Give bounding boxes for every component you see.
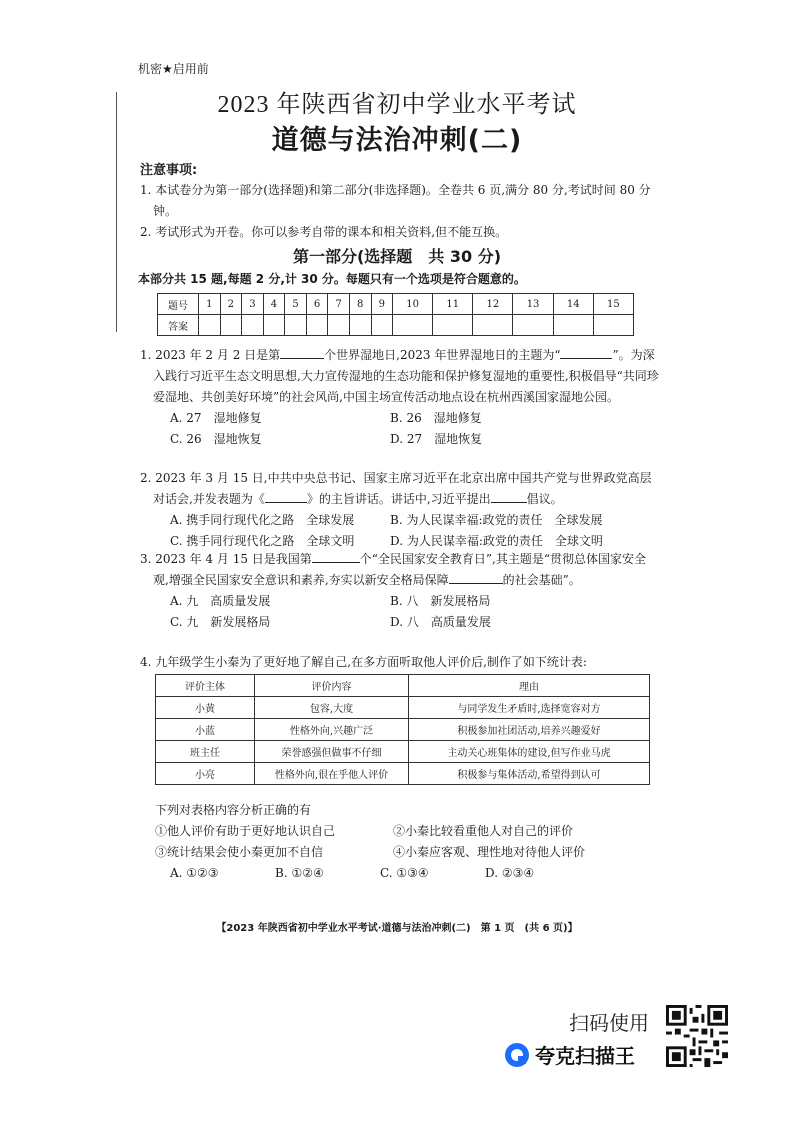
table-row <box>156 719 650 741</box>
option-d[interactable]: D. ②③④ <box>485 866 535 880</box>
question-2-stem: 2. 2023 年 3 月 15 日,中共中央总书记、国家主席习近平在北京出席中国共产党与世界政党高层对话会,并发表题为《 》的主旨讲话。讲话中,习近平提出 倡议。 <box>140 471 652 506</box>
statement-item: ③统计结果会使小秦更加不自信 <box>155 845 324 859</box>
answer-number: 5 <box>285 294 307 315</box>
question-1 <box>140 345 660 450</box>
table-cell: 性格外向,很在乎他人评价 <box>255 763 409 785</box>
section-title: 第一部分(选择题 共 30 分) <box>292 247 502 266</box>
question-4-options <box>155 863 655 884</box>
note-item: 2. 考试形式为开卷。你可以参考自带的课本和相关资料,但不能互换。 <box>140 225 508 239</box>
table-cell: 性格外向,兴趣广泛 <box>255 719 409 741</box>
answer-cell[interactable] <box>513 315 553 336</box>
answer-cell[interactable] <box>263 315 285 336</box>
brand-name: 夸克扫描王 <box>535 1044 635 1068</box>
option-a[interactable]: A. 九 高质量发展 <box>170 594 271 608</box>
answer-cell[interactable] <box>199 315 221 336</box>
answer-fill-row <box>158 315 634 336</box>
answer-number: 14 <box>553 294 593 315</box>
option-c[interactable]: C. 26 湿地恢复 <box>170 432 262 446</box>
exam-title: 2023 年陕西省初中学业水平考试 <box>217 92 577 118</box>
question-2 <box>140 468 660 552</box>
table-cell: 班主任 <box>156 741 255 763</box>
question-4-statements <box>155 821 655 863</box>
table-row <box>156 741 650 763</box>
answer-number: 8 <box>349 294 371 315</box>
note-item: 1. 本试卷分为第一部分(选择题)和第二部分(非选择题)。全卷共 6 页,满分 80 分,考试时间 80 分钟。 <box>140 183 651 218</box>
table-cell: 与同学发生矛盾时,选择宽容对方 <box>409 697 650 719</box>
exam-subtitle: 道德与法治冲刺(二) <box>271 125 523 156</box>
answer-number: 15 <box>593 294 633 315</box>
question-1-options <box>140 408 660 450</box>
table-row <box>156 763 650 785</box>
brand-logo-icon <box>505 1043 529 1067</box>
answer-number: 7 <box>328 294 350 315</box>
answer-number: 3 <box>242 294 264 315</box>
table-cell: 荣誉感强但做事不仔细 <box>255 741 409 763</box>
notes-list <box>140 180 660 243</box>
answer-cell[interactable] <box>285 315 307 336</box>
answer-number: 10 <box>393 294 433 315</box>
answer-blank <box>312 550 360 563</box>
option-b[interactable]: B. 八 新发展格局 <box>390 594 491 608</box>
confidential-mark: 机密★启用前 <box>138 62 209 76</box>
option-c[interactable]: C. 九 新发展格局 <box>170 615 271 629</box>
answer-number-row <box>158 294 634 315</box>
answer-table <box>157 293 634 336</box>
table-cell: 小黄 <box>156 697 255 719</box>
scan-prompt: 扫码使用 <box>569 1011 649 1035</box>
answer-blank <box>265 490 307 503</box>
option-a[interactable]: A. 27 湿地修复 <box>170 411 262 425</box>
option-d[interactable]: D. 八 高质量发展 <box>390 615 491 629</box>
question-4-analysis <box>155 800 655 884</box>
qr-code-icon[interactable] <box>666 1005 728 1067</box>
option-d[interactable]: D. 27 湿地恢复 <box>390 432 483 446</box>
option-b[interactable]: B. ①②④ <box>275 866 324 880</box>
answer-blank <box>449 571 503 584</box>
answer-cell[interactable] <box>349 315 371 336</box>
answer-cell[interactable] <box>393 315 433 336</box>
table-cell: 主动关心班集体的建设,但写作业马虎 <box>409 741 650 763</box>
table-cell: 小蓝 <box>156 719 255 741</box>
answer-number: 12 <box>473 294 513 315</box>
question-2-options <box>140 510 660 552</box>
answer-number: 4 <box>263 294 285 315</box>
answer-cell[interactable] <box>433 315 473 336</box>
statement-item: ④小秦应客观、理性地对待他人评价 <box>393 845 586 859</box>
question-1-stem: 1. 2023 年 2 月 2 日是第 个世界湿地日,2023 年世界湿地日的主题为“ ”。为深入践行习近平生态文明思想,大力宣传湿地的生态功能和保护修复湿地的重要性,积极倡导“共同珍爱湿地、共创美好环境”的社会风尚,中国主场宣传活动地点设在杭州西溪国家湿地公园。 <box>140 348 659 404</box>
option-a[interactable]: A. ①②③ <box>170 866 219 880</box>
option-b[interactable]: B. 26 湿地修复 <box>390 411 482 425</box>
option-c[interactable]: C. ①③④ <box>380 866 429 880</box>
section-note: 本部分共 15 题,每题 2 分,计 30 分。每题只有一个选项是符合题意的。 <box>138 272 526 286</box>
page-footer: 【2023 年陕西省初中学业水平考试·道德与法治冲刺(二) 第 1 页 (共 6 页)】 <box>216 923 578 934</box>
question-3-options <box>140 591 660 633</box>
answer-cell[interactable] <box>593 315 633 336</box>
statement-item: ②小秦比较看重他人对自己的评价 <box>393 824 574 838</box>
answer-cell[interactable] <box>242 315 264 336</box>
answer-cell[interactable] <box>328 315 350 336</box>
answer-cell[interactable] <box>371 315 393 336</box>
answer-blank <box>491 490 527 503</box>
answer-number: 11 <box>433 294 473 315</box>
question-3 <box>140 549 660 633</box>
answer-blank <box>560 346 612 359</box>
answer-cell[interactable] <box>473 315 513 336</box>
answer-number: 6 <box>306 294 328 315</box>
table-header: 评价主体 <box>156 675 255 697</box>
question-4-stem: 4. 九年级学生小秦为了更好地了解自己,在多方面听取他人评价后,制作了如下统计表: <box>140 655 587 669</box>
option-b[interactable]: B. 为人民谋幸福:政党的责任 全球发展 <box>390 513 603 527</box>
answer-blank <box>280 346 324 359</box>
answer-number: 13 <box>513 294 553 315</box>
table-row <box>156 697 650 719</box>
answer-number: 1 <box>199 294 221 315</box>
notes-title: 注意事项: <box>140 163 198 178</box>
answer-number: 2 <box>220 294 242 315</box>
table-header-row <box>156 675 650 697</box>
option-c[interactable]: C. 携手同行现代化之路 全球文明 <box>170 534 355 548</box>
scanner-brand <box>505 1040 635 1069</box>
table-header: 理由 <box>409 675 650 697</box>
table-header: 评价内容 <box>255 675 409 697</box>
question-3-stem: 3. 2023 年 4 月 15 日是我国第 个“全民国家安全教育日”,其主题是“贯彻总体国家安全观,增强全民国家安全意识和素养,夯实以新安全格局保障 的社会基础”。 <box>140 552 647 587</box>
table-cell: 积极参加社团活动,培养兴趣爱好 <box>409 719 650 741</box>
option-d[interactable]: D. 为人民谋幸福:政党的责任 全球文明 <box>390 534 603 548</box>
table-cell: 包容,大度 <box>255 697 409 719</box>
question-4-prompt: 下列对表格内容分析正确的有 <box>155 803 312 817</box>
statement-item: ①他人评价有助于更好地认识自己 <box>155 824 336 838</box>
answer-cell[interactable] <box>553 315 593 336</box>
table-cell: 积极参与集体活动,希望得到认可 <box>409 763 650 785</box>
answer-cell[interactable] <box>220 315 242 336</box>
answer-number: 9 <box>371 294 393 315</box>
answer-row-label: 题号 <box>158 294 199 315</box>
option-a[interactable]: A. 携手同行现代化之路 全球发展 <box>170 513 355 527</box>
answer-row-label: 答案 <box>158 315 199 336</box>
table-cell: 小亮 <box>156 763 255 785</box>
evaluation-table <box>155 674 650 785</box>
answer-cell[interactable] <box>306 315 328 336</box>
